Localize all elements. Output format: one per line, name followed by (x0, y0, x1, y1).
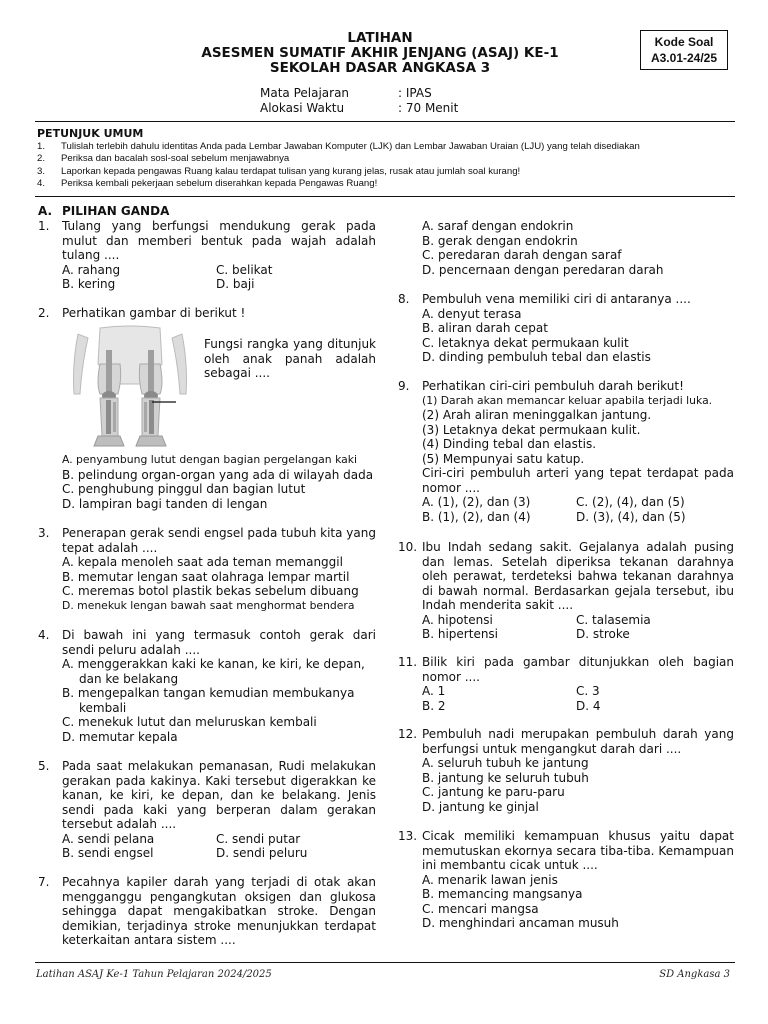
petunjuk-divider (35, 196, 735, 197)
header-title: LATIHAN (347, 30, 413, 46)
question-10: 10. Ibu Indah sedang sakit. Gejalanya adalah pusing dan lemas. Setelah diperiksa tekanan darahnya oleh perawat, terdeteksi bahwa tekanan darahnya di bawah normal. Berdasarkan gejala tersebut, ibu Indah menderita sakit .... A. hipotensi C. talasemia B. hipertensi D. stroke (398, 540, 734, 641)
header-divider (35, 121, 735, 122)
question-12: 12. Pembuluh nadi merupakan pembuluh darah yang berfungsi untuk mengangkut darah dari .... A. seluruh tubuh ke jantung B. jantung ke seluruh tubuh C. jantung ke paru-paru D. jantung ke ginjal (398, 727, 734, 814)
question-7-options: A. saraf dengan endokrin B. gerak dengan endokrin C. peredaran darah dengan saraf D. pencernaan dengan peredaran darah (422, 219, 664, 277)
petunjuk-item: 4. Periksa kembali pekerjaan sebelum diserahkan kepada Pengawas Ruang! (37, 178, 378, 189)
question-2: 2. Perhatikan gambar di berikut ! (38, 306, 246, 320)
section-heading: A. PILIHAN GANDA (38, 204, 170, 218)
question-11: 11. Bilik kiri pada gambar ditunjukkan oleh bagian nomor .... A. 1 C. 3 B. 2 D. 4 (398, 655, 734, 713)
petunjuk-item: 2. Periksa dan bacalah sosl-soal sebelum menjawabnya (37, 153, 290, 164)
mapel-value: : IPAS (398, 86, 432, 100)
footer-divider (35, 962, 735, 963)
kode-soal-label: Kode Soal (654, 35, 714, 49)
question-13: 13. Cicak memiliki kemampuan khusus yaitu dapat memutuskan ekornya secara tiba-tiba. Kemampuan ini membantu cicak untuk .... A. menarik lawan jenis B. memancing mangsanya C. mencari mangsa D. menghindari ancaman musuh (398, 829, 734, 930)
question-3: 3. Penerapan gerak sendi engsel pada tubuh kita yang tepat adalah .... A. kepala menoleh saat ada teman memanggil B. memutar lengan saat olahraga lempar martil C. meremas botol plastik bekas sebelum dibuang D. menekuk lengan bawah saat menghormat bendera (38, 526, 376, 612)
petunjuk-item: 1. Tulislah terlebih dahulu identitas Anda pada Lembar Jawaban Komputer (LJK) dan Lembar Jawaban Uraian (LJU) yang telah disediakan (37, 141, 640, 152)
kode-soal-box (640, 30, 728, 70)
footer-left: Latihan ASAJ Ke-1 Tahun Pelajaran 2024/2025 (36, 969, 272, 980)
leg-skeleton-image (70, 324, 190, 448)
kode-soal-value: A3.01-24/25 (650, 51, 718, 65)
question-4: 4. Di bawah ini yang termasuk contoh gerak dari sendi peluru adalah .... A. menggerakkan kaki ke kanan, ke kiri, ke depan, dan ke belakang B. mengepalkan tangan kemudian membukanya kembali C. menekuk lutut dan meluruskan kembali D. memutar kepala (38, 628, 376, 744)
question-9: 9. Perhatikan ciri-ciri pembuluh darah berikut! (1) Darah akan memancar keluar apabila terjadi luka. (2) Arah aliran meninggalkan jantung. (3) Letaknya dekat permukaan kulit. (4) Dinding tebal dan elastis. (5) Mempunyai satu katup. Ciri-ciri pembuluh arteri yang tepat terdapat pada nomor .... A. (1), (2), dan (3) C. (2), (4), dan (5) B. (1), (2), dan (4) D. (3), (4), dan (5) (398, 379, 734, 524)
question-1: 1. Tulang yang berfungsi mendukung gerak pada mulut dan memberi bentuk pada wajah adalah tulang .... A. rahang C. belikat B. kering D. baji (38, 219, 376, 291)
header-school: SEKOLAH DASAR ANGKASA 3 (269, 60, 491, 76)
waktu-value: : 70 Menit (398, 101, 459, 115)
question-2-options: A. penyambung lutut dengan bagian pergelangan kaki B. pelindung organ-organ yang ada di wilayah dada C. penghubung pinggul dan bagian lutut D. lampiran bagi tanden di lengan (62, 453, 374, 511)
header-subtitle: ASESMEN SUMATIF AKHIR JENJANG (ASAJ) KE-1 (201, 45, 559, 61)
question-2-side-text: Fungsi rangka yang ditunjuk oleh anak panah adalah sebagai .... (204, 337, 376, 380)
petunjuk-item: 3. Laporkan kepada pengawas Ruang kalau terdapat tulisan yang kurang jelas, rusak atau jumlah soal kurang! (37, 166, 521, 177)
footer-right: SD Angkasa 3 (659, 969, 730, 980)
question-7: 7. Pecahnya kapiler darah yang terjadi di otak akan mengganggu pengangkutan oksigen dan glukosa sehingga dapat mengakibatkan stroke. Dengan demikian, terjadinya stroke menunjukkan terdapat keterkaitan antara sistem .... (38, 875, 376, 947)
question-5: 5. Pada saat melakukan pemanasan, Rudi melakukan gerakan pada kakinya. Kaki tersebut digerakkan ke kanan, ke kiri, ke depan, dan ke belakang. Jenis sendi pada kaki yang berperan dalam gerakan tersebut adalah .... A. sendi pelana C. sendi putar B. sendi engsel D. sendi peluru (38, 759, 376, 860)
question-8: 8. Pembuluh vena memiliki ciri di antaranya .... A. denyut terasa B. aliran darah cepat C. letaknya dekat permukaan kulit D. dinding pembuluh tebal dan elastis (398, 292, 691, 364)
mapel-label: Mata Pelajaran (260, 86, 350, 100)
waktu-label: Alokasi Waktu (260, 101, 345, 115)
petunjuk-title: PETUNJUK UMUM (37, 127, 144, 140)
